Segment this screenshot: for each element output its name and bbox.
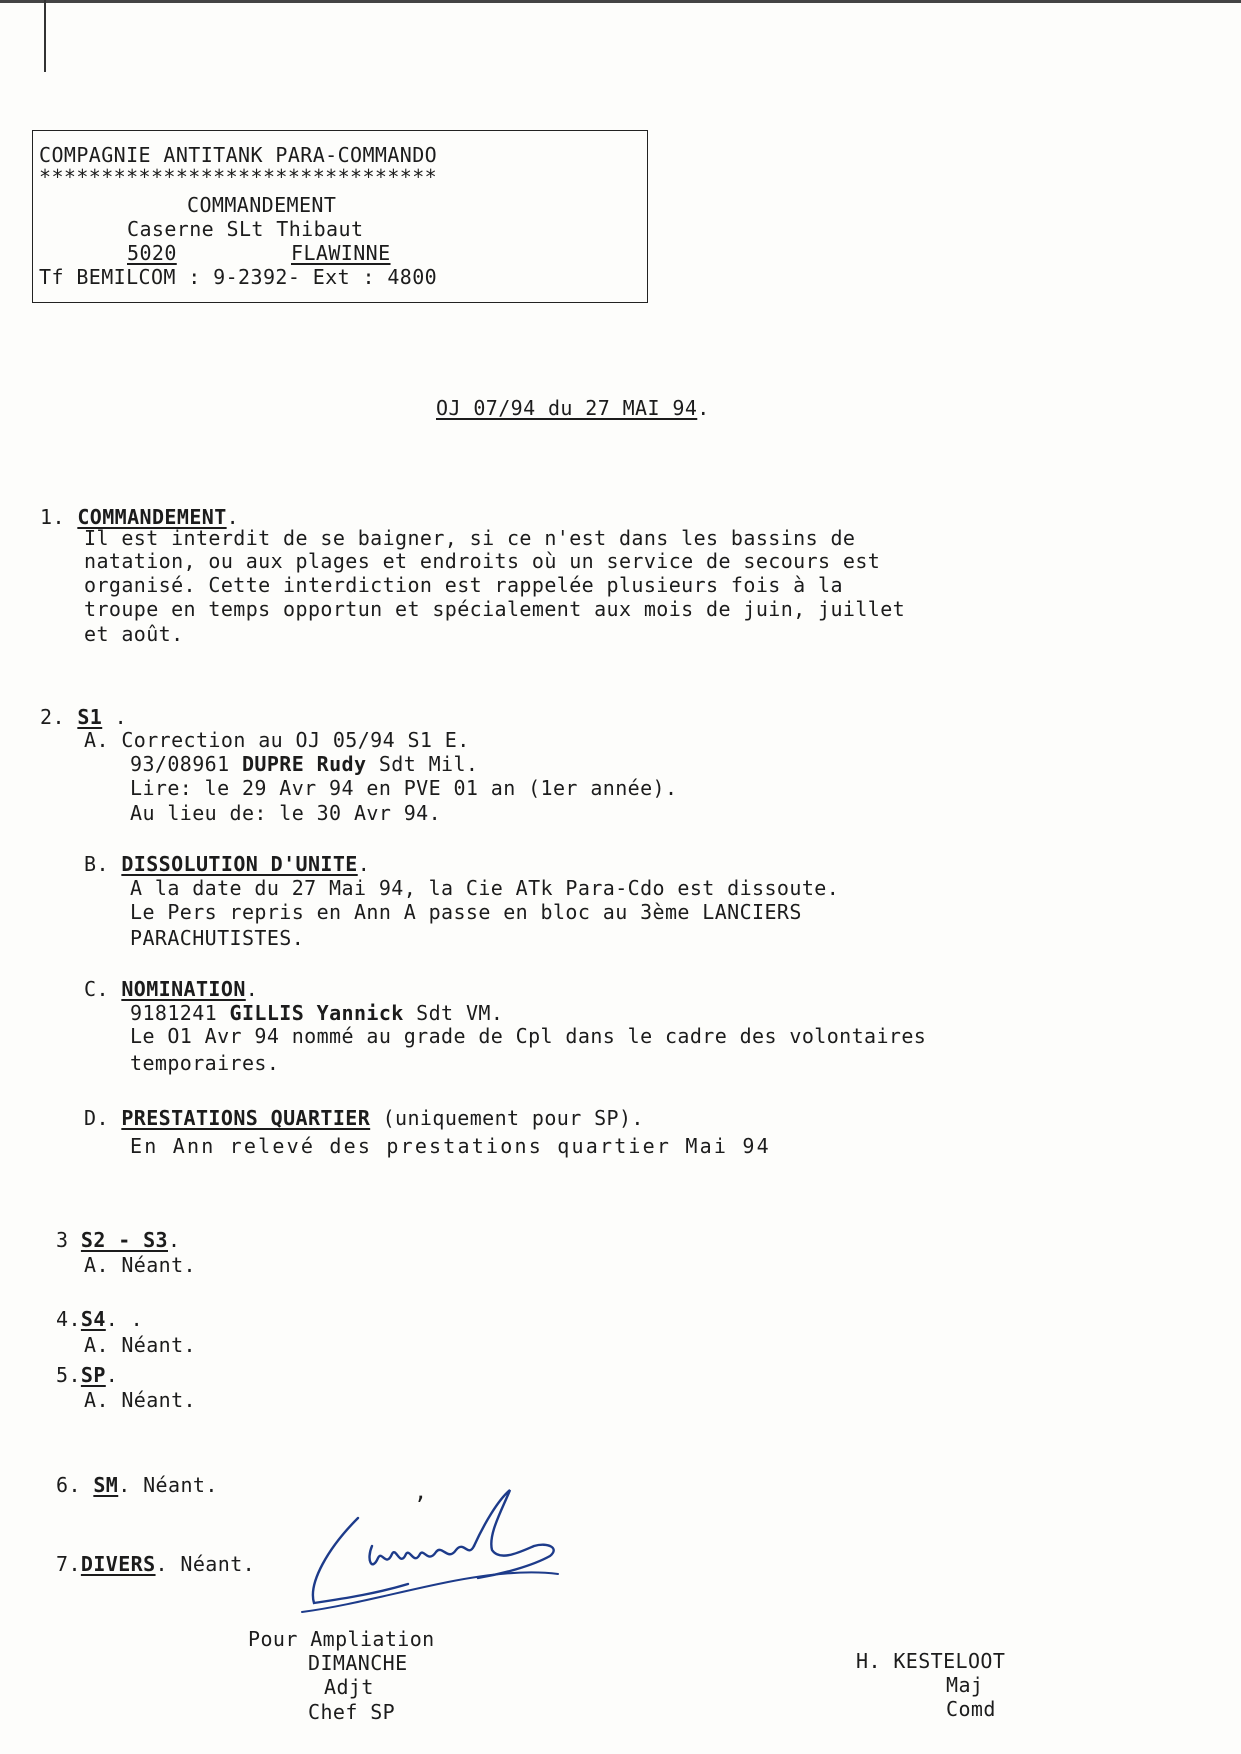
section-2a-line: Lire: le 29 Avr 94 en PVE 01 an (1er année). bbox=[130, 776, 678, 800]
star-line: ******************************** bbox=[39, 165, 438, 189]
section-title: COMMANDEMENT bbox=[187, 193, 337, 217]
section-1-line: troupe en temps opportun et spécialement aux mois de juin, juillet bbox=[84, 597, 906, 621]
barracks-name: Caserne SLt Thibaut bbox=[127, 217, 364, 241]
section-2c-heading: C. NOMINATION. bbox=[84, 977, 259, 1001]
section-3-line: A. Néant. bbox=[84, 1253, 196, 1277]
stray-comma: , bbox=[414, 1480, 428, 1505]
section-5-heading: 5.SP. bbox=[56, 1363, 119, 1387]
section-2-heading: 2. S1 . bbox=[40, 705, 128, 729]
section-2a-line: A. Correction au OJ 05/94 S1 E. bbox=[84, 728, 470, 752]
postal-code: 5020 bbox=[127, 241, 177, 265]
scan-top-edge bbox=[0, 0, 1241, 3]
order-title: OJ 07/94 du 27 MAI 94. bbox=[436, 396, 710, 420]
section-1-heading: 1. COMMANDEMENT. bbox=[40, 505, 240, 529]
phone-line: Tf BEMILCOM : 9-2392- Ext : 4800 bbox=[39, 265, 438, 289]
handwritten-signature bbox=[288, 1488, 598, 1618]
unit-name: COMPAGNIE ANTITANK PARA-COMMANDO bbox=[39, 143, 438, 167]
signature-right-name: H. KESTELOOT bbox=[856, 1649, 1006, 1673]
section-2d-line: En Ann relevé des prestations quartier Mai 94 bbox=[130, 1134, 771, 1158]
section-2a-person: 93/08961 DUPRE Rudy Sdt Mil. bbox=[130, 752, 479, 776]
signature-left-line1: Pour Ampliation bbox=[248, 1627, 435, 1651]
section-2c-line: temporaires. bbox=[130, 1051, 280, 1075]
section-3-heading: 3 S2 - S3. bbox=[56, 1228, 181, 1252]
signature-left-name: DIMANCHE bbox=[308, 1651, 408, 1675]
section-2b-heading: B. DISSOLUTION D'UNITE. bbox=[84, 852, 371, 876]
section-6-heading: 6. SM. Néant. bbox=[56, 1473, 218, 1497]
section-1-line: et août. bbox=[84, 622, 184, 646]
signature-left-rank: Adjt bbox=[324, 1675, 374, 1699]
section-2c-person: 9181241 GILLIS Yannick Sdt VM. bbox=[130, 1001, 504, 1025]
signature-right-rank: Maj bbox=[946, 1673, 984, 1697]
signature-left-role: Chef SP bbox=[308, 1700, 396, 1724]
section-2b-line: Le Pers repris en Ann A passe en bloc au 3ème LANCIERS bbox=[130, 900, 802, 924]
section-5-line: A. Néant. bbox=[84, 1388, 196, 1412]
section-4-heading: 4.S4. . bbox=[56, 1307, 144, 1331]
section-1-line: natation, ou aux plages et endroits où un service de secours est bbox=[84, 549, 881, 573]
header-box bbox=[32, 130, 648, 303]
section-2b-line: A la date du 27 Mai 94, la Cie ATk Para-Cdo est dissoute. bbox=[130, 876, 840, 900]
section-4-line: A. Néant. bbox=[84, 1333, 196, 1357]
section-2c-line: Le O1 Avr 94 nommé au grade de Cpl dans le cadre des volontaires bbox=[130, 1024, 927, 1048]
section-2b-line: PARACHUTISTES. bbox=[130, 926, 305, 950]
section-2a-line: Au lieu de: le 30 Avr 94. bbox=[130, 801, 442, 825]
section-1-line: Il est interdit de se baigner, si ce n'est dans les bassins de bbox=[84, 526, 856, 550]
signature-right-role: Comd bbox=[946, 1697, 996, 1721]
section-1-line: organisé. Cette interdiction est rappelée plusieurs fois à la bbox=[84, 573, 843, 597]
scan-edge-mark bbox=[44, 0, 46, 72]
city: FLAWINNE bbox=[291, 241, 391, 265]
section-7-heading: 7.DIVERS. Néant. bbox=[56, 1552, 256, 1576]
section-2d-heading: D. PRESTATIONS QUARTIER (uniquement pour SP). bbox=[84, 1106, 644, 1130]
